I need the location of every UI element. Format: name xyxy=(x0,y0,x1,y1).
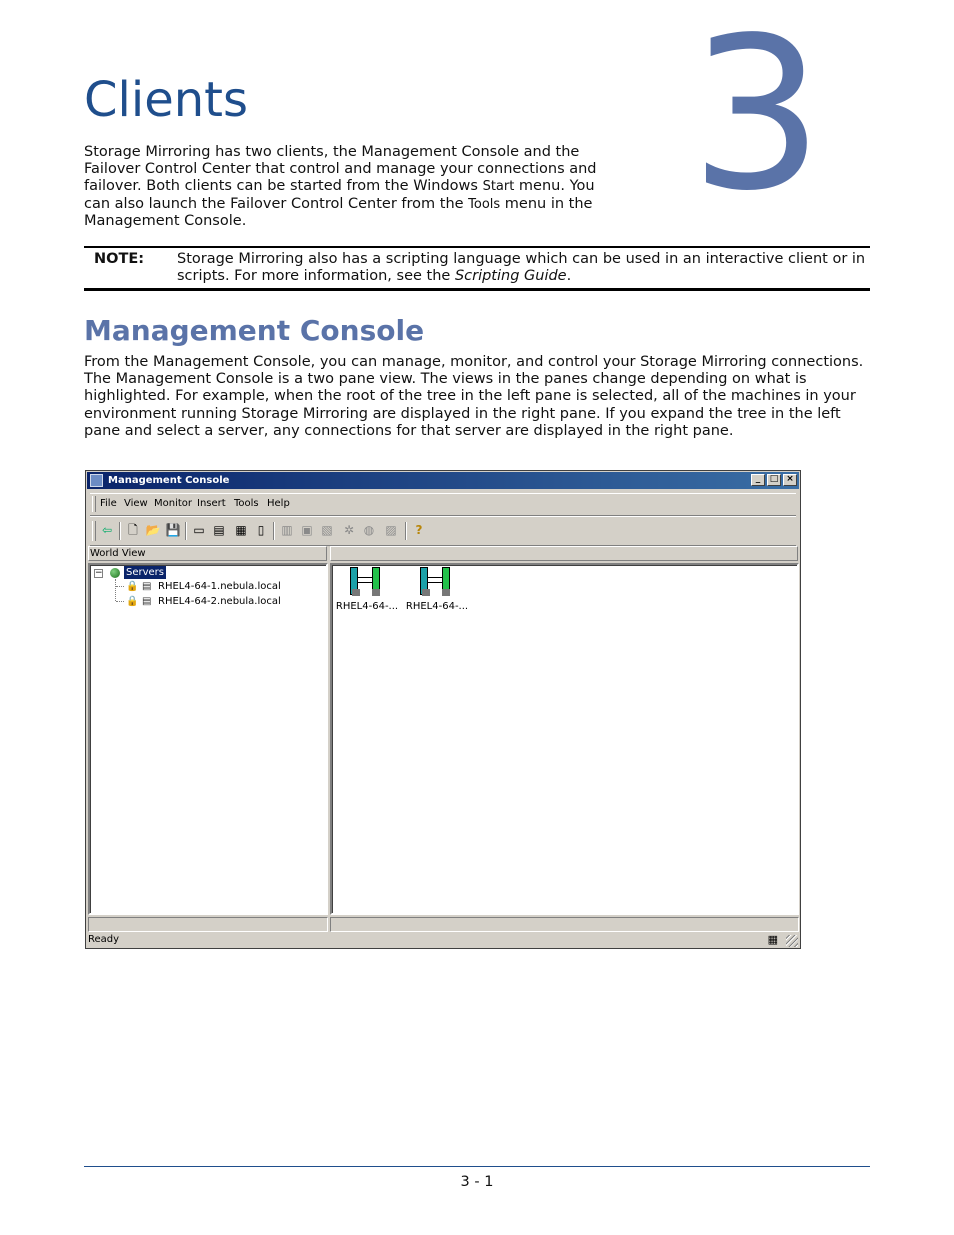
insert-server-icon[interactable]: ▤ xyxy=(213,523,225,537)
app-icon xyxy=(90,474,103,487)
toolbar xyxy=(90,516,796,546)
help-icon[interactable]: ? xyxy=(415,523,423,537)
server-icon: ▤ xyxy=(142,581,152,592)
chapter-number: 3 xyxy=(690,0,824,237)
menubar-grip[interactable] xyxy=(92,496,96,512)
server-icon: ▤ xyxy=(142,596,152,607)
lock-icon: 🔒 xyxy=(126,596,139,607)
menu-file[interactable]: File xyxy=(100,498,117,509)
menu-insert[interactable]: Insert xyxy=(197,498,226,509)
scripting-guide-reference: Scripting Guide xyxy=(454,268,567,285)
server-pair-icon xyxy=(350,567,382,597)
server-list-item[interactable] xyxy=(334,567,400,617)
server-pair-icon xyxy=(420,567,452,597)
note-label: NOTE: xyxy=(94,251,145,267)
server-list-label: RHEL4-64-... xyxy=(335,601,399,612)
page-number: 3 - 1 xyxy=(460,1174,494,1190)
report-icon[interactable]: ▨ xyxy=(385,523,397,537)
globe-icon[interactable]: ◍ xyxy=(363,523,375,537)
globe-icon xyxy=(110,568,120,578)
section-body: From the Management Console, you can manage, monitor, and control your Storage Mirroring connections. The Management Console is a two pane view. The views in the panes change depending on what is highlighted. For example, when the root of the tree in the left pane is selected, all of the machines in your environment running Storage Mirroring are displayed in the right pane. If you expand the tree in the left pane and select a server, any connections for that server are displayed in the right pane. xyxy=(84,354,864,439)
note-text-before: Storage Mirroring also has a scripting language which can be used in an interactive client or in scripts. For more information, see the xyxy=(177,251,866,285)
group-icon[interactable]: ▦ xyxy=(235,523,247,537)
menu-help[interactable]: Help xyxy=(267,498,290,509)
close-button[interactable]: × xyxy=(783,474,797,486)
menu-tools[interactable]: Tools xyxy=(234,498,259,509)
tree-root-label: Servers xyxy=(126,567,165,578)
left-pane-scrollbar[interactable] xyxy=(88,917,328,932)
connect-icon[interactable]: ▥ xyxy=(281,523,293,537)
lock-icon: 🔒 xyxy=(126,581,139,592)
server-list-item[interactable] xyxy=(404,567,470,617)
menu-view[interactable]: View xyxy=(124,498,148,509)
right-list-pane[interactable] xyxy=(330,563,799,915)
intro-text-3: menu in the Management Console. xyxy=(84,195,593,229)
new-file-icon[interactable]: 🗋 xyxy=(128,523,138,537)
tree-connector xyxy=(116,601,124,602)
save-icon[interactable]: 💾 xyxy=(165,523,181,537)
toolbar-grip[interactable] xyxy=(92,521,96,541)
network-status-icon: ▦ xyxy=(767,933,778,946)
start-menu-term: Start xyxy=(482,179,515,195)
status-bar xyxy=(88,933,798,947)
settings-icon[interactable]: ✲ xyxy=(343,523,355,537)
menubar xyxy=(90,493,796,516)
toolbar-separator xyxy=(185,522,187,540)
intro-text-1: Storage Mirroring has two clients, the Management Console and the Failover Control Center that control and manage your connections and failover. Both clients can be started from the Windows xyxy=(84,144,597,195)
exit-icon[interactable]: ⇦ xyxy=(101,523,113,537)
footer-rule xyxy=(84,1166,870,1167)
note-text xyxy=(177,251,867,285)
open-folder-icon[interactable]: 📂 xyxy=(145,523,161,537)
management-console-window xyxy=(85,470,801,949)
maximize-button[interactable]: □ xyxy=(767,474,781,486)
window-titlebar[interactable] xyxy=(87,472,799,489)
right-pane-scrollbar[interactable] xyxy=(330,917,799,932)
toolbar-separator xyxy=(119,522,121,540)
tools-menu-term: Tools xyxy=(468,196,501,212)
tree-connector xyxy=(115,579,116,601)
toolbar-separator xyxy=(273,522,275,540)
menu-monitor[interactable]: Monitor xyxy=(154,498,193,509)
collapse-icon[interactable]: − xyxy=(95,568,103,578)
server-list-label: RHEL4-64-... xyxy=(405,601,469,612)
note-text-after: . xyxy=(566,268,572,285)
intro-paragraph xyxy=(84,144,624,230)
window-title: Management Console xyxy=(108,475,230,486)
minimize-button[interactable]: _ xyxy=(751,474,765,486)
window-icon[interactable]: ▭ xyxy=(193,523,205,537)
status-text: Ready xyxy=(88,934,120,945)
left-pane-header: World View xyxy=(88,546,327,561)
tree-item-server-1[interactable]: RHEL4-64-1.nebula.local xyxy=(158,581,281,592)
intro-text-2: menu. You can also launch the Failover Control Center from the xyxy=(84,178,595,212)
note-box xyxy=(84,246,870,291)
resize-grip-icon[interactable] xyxy=(786,935,798,947)
copy-icon[interactable]: ▣ xyxy=(301,523,313,537)
toolbar-separator xyxy=(405,522,407,540)
properties-icon[interactable]: ▯ xyxy=(257,523,265,537)
chapter-title: Clients xyxy=(84,72,248,128)
right-pane-header xyxy=(330,546,798,561)
tree-item-server-2[interactable]: RHEL4-64-2.nebula.local xyxy=(158,596,281,607)
left-tree-pane[interactable] xyxy=(88,563,328,915)
section-heading: Management Console xyxy=(84,314,425,347)
tree-connector xyxy=(116,586,124,587)
monitor-icon[interactable]: ▧ xyxy=(321,523,333,537)
